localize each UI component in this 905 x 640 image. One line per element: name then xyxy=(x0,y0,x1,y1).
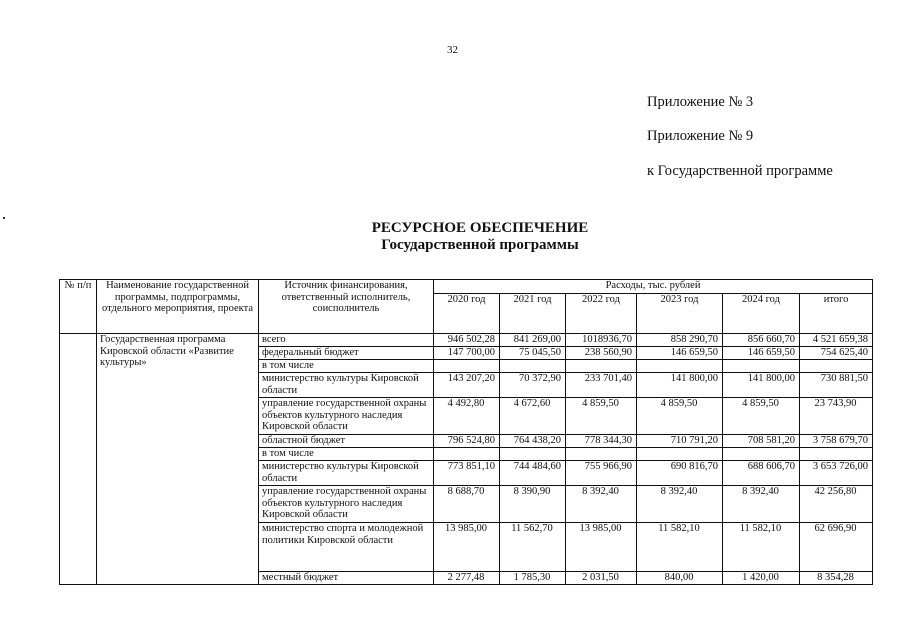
source-cell: в том числе xyxy=(259,448,434,461)
header-total: итого xyxy=(800,294,873,334)
value-cell: 8 392,40 xyxy=(566,486,637,523)
header-name: Наименование государственной программы, подпрограммы, отдельного мероприятия, проекта xyxy=(97,280,259,334)
value-cell: 710 791,20 xyxy=(637,435,723,448)
header-year-2021: 2021 год xyxy=(500,294,566,334)
margin-mark xyxy=(3,217,5,219)
source-cell: управление государственной охраны объектов культурного наследия Кировской области xyxy=(259,486,434,523)
total-cell xyxy=(800,448,873,461)
value-cell: 4 492,80 xyxy=(434,398,500,435)
total-cell: 23 743,90 xyxy=(800,398,873,435)
total-cell: 8 354,28 xyxy=(800,572,873,585)
source-cell: областной бюджет xyxy=(259,435,434,448)
value-cell: 8 390,90 xyxy=(500,486,566,523)
value-cell xyxy=(434,360,500,373)
total-cell: 3 758 679,70 xyxy=(800,435,873,448)
value-cell: 773 851,10 xyxy=(434,461,500,486)
total-cell xyxy=(800,360,873,373)
value-cell: 146 659,50 xyxy=(637,347,723,360)
value-cell: 764 438,20 xyxy=(500,435,566,448)
header-year-2023: 2023 год xyxy=(637,294,723,334)
value-cell: 11 582,10 xyxy=(723,523,800,572)
value-cell xyxy=(637,360,723,373)
table-row xyxy=(60,334,873,347)
source-cell: всего xyxy=(259,334,434,347)
value-cell: 4 859,50 xyxy=(723,398,800,435)
value-cell: 840,00 xyxy=(637,572,723,585)
source-cell: министерство культуры Кировской области xyxy=(259,461,434,486)
value-cell: 70 372,90 xyxy=(500,373,566,398)
value-cell: 233 701,40 xyxy=(566,373,637,398)
value-cell: 858 290,70 xyxy=(637,334,723,347)
value-cell: 688 606,70 xyxy=(723,461,800,486)
value-cell: 11 582,10 xyxy=(637,523,723,572)
value-cell xyxy=(637,448,723,461)
value-cell xyxy=(566,448,637,461)
value-cell: 4 859,50 xyxy=(566,398,637,435)
value-cell: 147 700,00 xyxy=(434,347,500,360)
total-cell: 730 881,50 xyxy=(800,373,873,398)
value-cell: 141 800,00 xyxy=(723,373,800,398)
value-cell: 141 800,00 xyxy=(637,373,723,398)
total-cell: 4 521 659,38 xyxy=(800,334,873,347)
value-cell xyxy=(500,448,566,461)
value-cell: 11 562,70 xyxy=(500,523,566,572)
header-expenses: Расходы, тыс. рублей xyxy=(434,280,873,294)
value-cell: 238 560,90 xyxy=(566,347,637,360)
value-cell: 946 502,28 xyxy=(434,334,500,347)
header-source: Источник финансирования, ответственный исполнитель, соисполнитель xyxy=(259,280,434,334)
row-number-cell xyxy=(60,334,97,585)
header-year-2020: 2020 год xyxy=(434,294,500,334)
page-number: 32 xyxy=(447,44,458,56)
total-cell: 42 256,80 xyxy=(800,486,873,523)
value-cell: 13 985,00 xyxy=(566,523,637,572)
program-name-cell: Государственная программа Кировской области «Развитие культуры» xyxy=(97,334,259,585)
header-year-2022: 2022 год xyxy=(566,294,637,334)
header-num: № п/п xyxy=(60,280,97,334)
document-title: РЕСУРСНОЕ ОБЕСПЕЧЕНИЕ xyxy=(371,220,589,236)
value-cell: 1 785,30 xyxy=(500,572,566,585)
value-cell: 146 659,50 xyxy=(723,347,800,360)
value-cell xyxy=(723,448,800,461)
source-cell: местный бюджет xyxy=(259,572,434,585)
appendix-line-2: Приложение № 9 xyxy=(647,128,754,144)
value-cell: 690 816,70 xyxy=(637,461,723,486)
appendix-line-1: Приложение № 3 xyxy=(647,94,754,110)
value-cell: 841 269,00 xyxy=(500,334,566,347)
value-cell: 13 985,00 xyxy=(434,523,500,572)
value-cell: 8 392,40 xyxy=(637,486,723,523)
value-cell: 1018936,70 xyxy=(566,334,637,347)
source-cell: в том числе xyxy=(259,360,434,373)
value-cell: 8 688,70 xyxy=(434,486,500,523)
value-cell: 2 031,50 xyxy=(566,572,637,585)
source-cell: управление государственной охраны объектов культурного наследия Кировской области xyxy=(259,398,434,435)
value-cell: 778 344,30 xyxy=(566,435,637,448)
value-cell: 1 420,00 xyxy=(723,572,800,585)
total-cell: 62 696,90 xyxy=(800,523,873,572)
value-cell xyxy=(723,360,800,373)
value-cell: 744 484,60 xyxy=(500,461,566,486)
value-cell xyxy=(566,360,637,373)
value-cell: 4 672,60 xyxy=(500,398,566,435)
value-cell: 75 045,50 xyxy=(500,347,566,360)
source-cell: федеральный бюджет xyxy=(259,347,434,360)
value-cell: 4 859,50 xyxy=(637,398,723,435)
document-subtitle: Государственной программы xyxy=(381,237,579,253)
source-cell: министерство культуры Кировской области xyxy=(259,373,434,398)
resource-table xyxy=(59,279,873,585)
value-cell: 143 207,20 xyxy=(434,373,500,398)
value-cell: 755 966,90 xyxy=(566,461,637,486)
value-cell: 2 277,48 xyxy=(434,572,500,585)
value-cell: 708 581,20 xyxy=(723,435,800,448)
value-cell: 796 524,80 xyxy=(434,435,500,448)
value-cell xyxy=(434,448,500,461)
appendix-line-3: к Государственной программе xyxy=(647,163,833,179)
total-cell: 754 625,40 xyxy=(800,347,873,360)
header-year-2024: 2024 год xyxy=(723,294,800,334)
source-cell: министерство спорта и молодежной политики Кировской области xyxy=(259,523,434,572)
value-cell xyxy=(500,360,566,373)
value-cell: 8 392,40 xyxy=(723,486,800,523)
total-cell: 3 653 726,00 xyxy=(800,461,873,486)
value-cell: 856 660,70 xyxy=(723,334,800,347)
